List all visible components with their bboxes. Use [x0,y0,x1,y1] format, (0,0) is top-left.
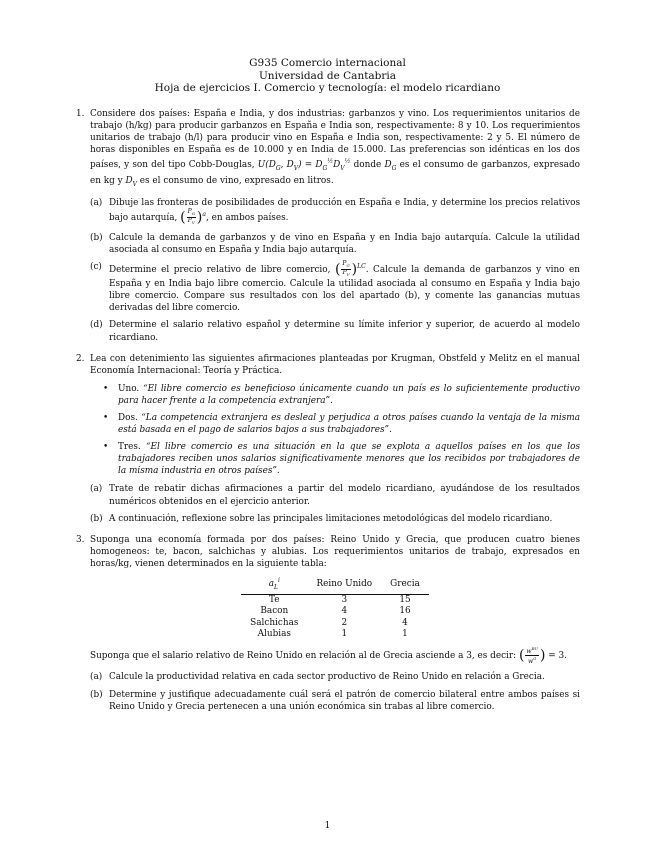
table-cell: Te [269,594,280,605]
table-cell: 2 [341,617,348,628]
subquestion-text-end: , en ambos países. [205,213,289,224]
subquestion-label: (b) [90,689,103,700]
document-header [0,57,655,95]
subquestion-label: (b) [90,232,103,243]
table-cell: 15 [399,594,411,605]
subquestion-text: Determine y justifique adecuadamente cuál será el patrón de comercio bilateral entre ambos países si Reino Unido y Grecia pertenecen a una unión económica sin trabas al libre comercio. [109,689,580,712]
subquestion-1d [90,319,580,343]
table-cell: 1 [341,629,348,640]
question-text: Lea con detenimiento las siguientes afirmaciones planteadas por Krugman, Obstfeld y Melitz en el manual Economía Internacional: Teoría y Práctica. [90,353,580,376]
subquestion-text: Trate de rebatir dichas afirmaciones a partir del modelo ricardiano, ayudándose de los resultados numéricos obtenidos en el ejercicio anterior. [109,484,580,507]
subquestion-label: (b) [90,513,103,524]
exercise-list [76,108,580,720]
question-3 [76,534,580,713]
table-header: Grecia [381,575,429,594]
bullet-quote: “La competencia extranjera es desleal y perjudica a otros países cuando la ventaja de la misma está basada en el pago de salarios bajos a sus trabajadores”. [118,412,580,436]
question-number: 2. [76,353,85,364]
table-header: $a_L^i$ [241,575,307,594]
subquestion-label: (a) [90,198,103,209]
subquestion-text: Determine el salario relativo español y determine su límite inferior y superior, de acuerdo al modelo ricardiano. [109,320,580,343]
bullet-quote: “El libre comercio es beneficioso únicamente cuando un país es lo suficientemente productivo para hacer frente a la competencia extranjera”. [118,383,580,406]
subquestion-label: (a) [90,484,103,495]
subquestion-label: (a) [90,672,103,683]
table-cell: 1 [402,629,408,640]
question-text: Suponga una economía formada por dos países: Reino Unido y Grecia, que producen cuatro bienes homogeneos: te, bacon, salchichas y alubias. Los requerimientos unitarios de trabajo, expresados en horas/kg, vienen determinados en la siguiente tabla: [90,534,580,569]
subquestion-2b [90,513,580,525]
labor-requirements-table [241,575,429,640]
subquestion-1c: (c) Determine el precio relativo de libre comercio, ( $\frac{P_G}{P_V}$ )$^{LC}$. Calcule la demanda de garbanzos y vino en España y en India bajo libre comercio. Calcule la utilidad asociada al consumo en España y India bajo libre comercio. Compare sus resultados con los del apartado (b), y comente las ganancias mutuas derivadas del libre comercio. [90,259,580,314]
subquestion-3b [90,689,580,713]
question-2 [76,353,580,525]
table-row [241,618,429,629]
wage-text: Suponga que el salario relativo de Reino Unido en relación al de Grecia asciende a 3, es decir: [90,651,517,662]
table-header-row [241,575,429,594]
bullet-2 [90,412,580,436]
subquestion-text: Determine el precio relativo de libre comercio, [109,264,331,275]
table-cell: Alubias [257,629,291,640]
bullet-icon: • [103,383,109,394]
table-cell: 16 [399,606,411,617]
subquestion-1b [90,232,580,256]
page-number: 1 [324,821,331,831]
question-number: 1. [76,109,85,119]
university-name: Universidad de Cantabria [258,69,397,82]
subquestion-label: (d) [90,320,103,331]
question-number: 3. [76,534,85,545]
question-1 [76,108,580,344]
subquestion-3a [90,671,580,683]
bullet-label: Tres. [118,442,141,453]
bullet-icon: • [103,442,109,453]
table-row [241,594,429,606]
table-cell: 4 [341,606,348,617]
subquestion-label: (c) [90,261,102,272]
bullet-label: Dos. [118,412,138,423]
subquestion-2a [90,483,580,507]
table-row [241,629,429,640]
table-header: Reino Unido [307,575,381,594]
table-cell: 3 [341,594,348,605]
bullet-1 [90,383,580,407]
bullet-icon: • [103,412,109,423]
subquestion-text: Dibuje las fronteras de posibilidades de producción en España e India, y determine los precios relativos bajo autarquía, [109,198,580,224]
subquestion-text: A continuación, reflexione sobre las principales limitaciones metodológicas del modelo ricardiano. [109,513,553,524]
utility-function: $U(D_G$, $D_V) = D_G^{\frac{1}{2}}D_V^{\frac{1}{2}}$ [257,158,351,173]
wage-statement: Suponga que el salario relativo de Reino Unido en relación al de Grecia asciende a 3, es decir: ( $\frac{w^{RU}}{w^G}$ ) = 3. [90,646,567,666]
bullet-3 [90,441,580,477]
subquestion-text-end: . Calcule la demanda de garbanzos y vino en España y en India bajo libre comercio. Calcule la utilidad asociada al consumo en España y India bajo libre comercio. Compare sus resultados con los del apartado (b), y comente las ganancias mutuas derivadas del libre comercio. [109,264,580,314]
question-text-cont: donde $D_G$ es el consumo de garbanzos, expresado en kg y $D_V$ es el consumo de vino, expresado en litros. [90,160,580,188]
bullet-label: Uno. [118,383,140,394]
subquestion-1a: (a) Dibuje las fronteras de posibilidades de producción en España e India, y determine los precios relativos bajo autarquía, ( $\frac{P_G}{P_V}$ )$^a$, en ambos países. [90,198,580,226]
course-title: G935 Comercio internacional [249,57,406,69]
subquestion-text: Calcule la demanda de garbanzos y de vino en España y en India bajo autarquía. Calcule la utilidad asociada al consumo en España y India bajo autarquía. [109,232,580,255]
table-row [241,606,429,617]
subquestion-text: Calcule la productividad relativa en cada sector productivo de Reino Unido en relación a Grecia. [109,672,545,683]
table-cell: Bacon [260,606,289,617]
bullet-quote: “El libre comercio es una situación en la que se explota a aquellos países en los que los trabajadores reciben unos salarios significativamente menores que los recibidos por trabajadores de la misma industria en otros países”. [118,442,580,477]
sheet-title: Hoja de ejercicios I. Comercio y tecnología: el modelo ricardiano [154,82,501,94]
table-cell: Salchichas [250,617,299,628]
table-cell: 4 [402,617,408,628]
question-text: Considere dos países: España e India, y dos industrias: garbanzos y vino. Los requerimientos unitarios de trabajo (h/kg) para producir garbanzos en España e India son, respectivamente: 8 y 10. Los requerimientos unitarios de trabajo (h/l) para producir vino en España e India son, respectivamente: 2 y 5. El número de horas disponibles en España es de 10.000 y en India de 15.000. Las preferencias son idénticas en los dos países, y son del tipo Cobb-Douglas, [90,109,580,171]
